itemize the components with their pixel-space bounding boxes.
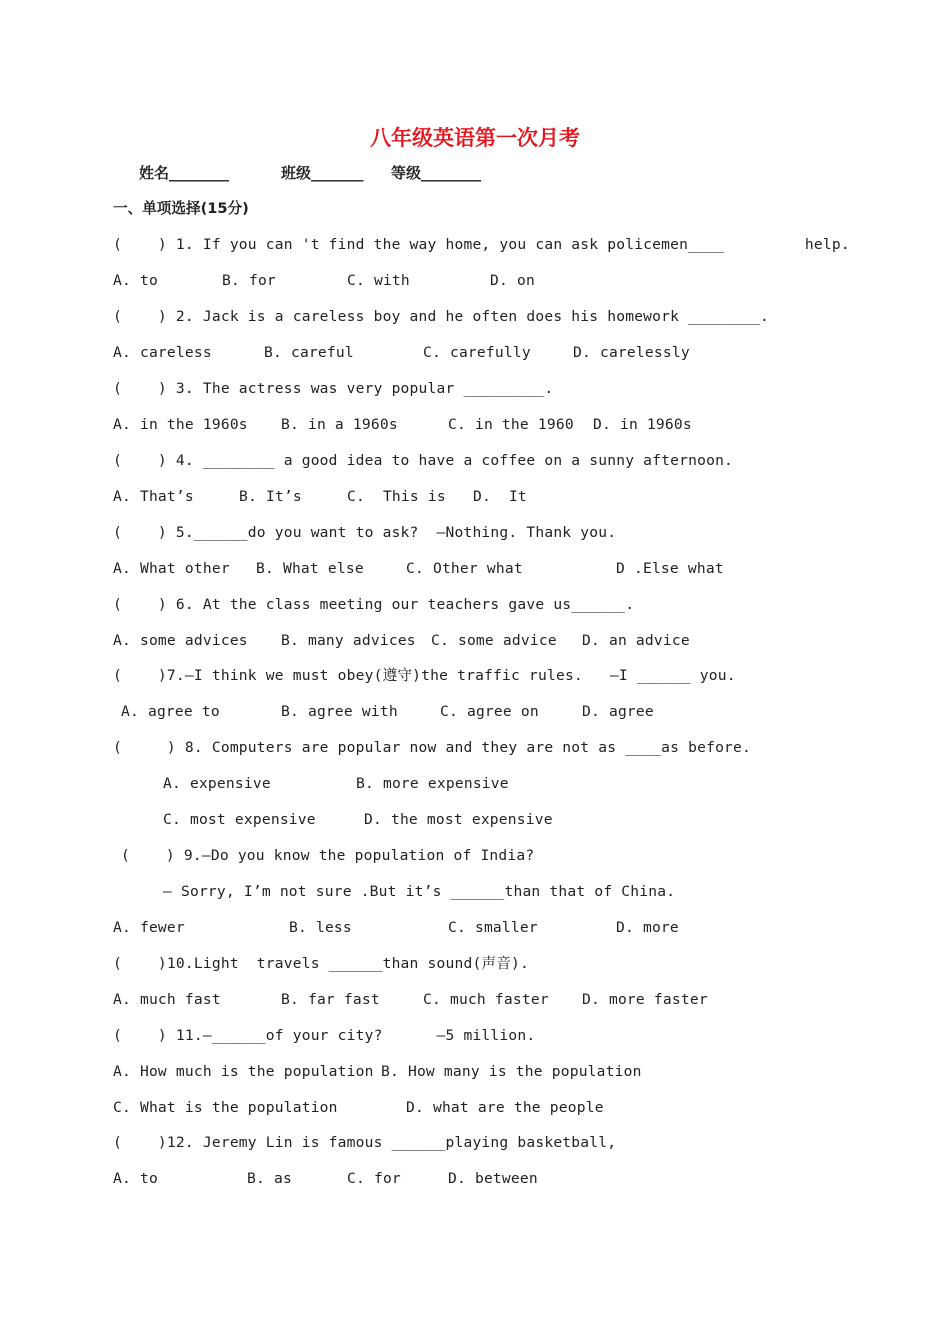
question-stem: ( ) 1. If you can 't find the way home, you can ask policemen____ help. (113, 236, 850, 253)
question-stem: ( ) 8. Computers are popular now and they are not as ____as before. (113, 739, 752, 756)
option: B. many advices (281, 632, 416, 649)
option: B. What else (256, 560, 364, 577)
option: C. much faster (423, 991, 549, 1008)
option: A. How much is the population (113, 1063, 374, 1080)
option: A. What other (113, 560, 230, 577)
question-stem: ( ) 4. ________ a good idea to have a coffee on a sunny afternoon. (113, 452, 734, 469)
option: C. agree on (440, 703, 539, 720)
option: B. It’s (239, 488, 302, 505)
option: C. in the 1960 (448, 416, 574, 433)
question-stem: ( ) 5.______do you want to ask? —Nothing. Thank you. (113, 524, 617, 541)
name-field-label: 姓名________ (139, 164, 230, 182)
option: A. much fast (113, 991, 221, 1008)
option: A. agree to (121, 703, 220, 720)
option: B. for (222, 272, 276, 289)
option: D. an advice (582, 632, 690, 649)
page-title: 八年级英语第一次月考 (370, 125, 580, 150)
option: A. That’s (113, 488, 194, 505)
option: B. more expensive (356, 775, 509, 792)
option: B. in a 1960s (281, 416, 398, 433)
option: A. some advices (113, 632, 248, 649)
option: C. most expensive (163, 811, 316, 828)
option: B. How many is the population (381, 1063, 642, 1080)
question-stem: ( ) 11.—______of your city? —5 million. (113, 1027, 536, 1044)
question-stem: ( ) 2. Jack is a careless boy and he often does his homework ________. (113, 308, 769, 325)
option: C. for (347, 1170, 401, 1187)
option: A. in the 1960s (113, 416, 248, 433)
option: C. smaller (448, 919, 538, 936)
option: D. more (616, 919, 679, 936)
option: C. What is the population (113, 1099, 338, 1116)
option: B. agree with (281, 703, 398, 720)
option: D. carelessly (573, 344, 690, 361)
section-heading: 一、单项选择(15分) (113, 200, 249, 217)
question-stem: ( )10.Light travels ______than sound(声音). (113, 955, 529, 972)
option: D .Else what (616, 560, 724, 577)
option: A. to (113, 1170, 158, 1187)
question-stem: ( ) 9.—Do you know the population of India? (121, 847, 535, 864)
option: B. careful (264, 344, 354, 361)
option: D. on (490, 272, 535, 289)
option: D. agree (582, 703, 654, 720)
option: C. carefully (423, 344, 531, 361)
option: D. It (473, 488, 527, 505)
option: C. with (347, 272, 410, 289)
option: A. expensive (163, 775, 271, 792)
option: C. some advice (431, 632, 557, 649)
option: A. fewer (113, 919, 185, 936)
question-stem-continued: — Sorry, I’m not sure .But it’s ______than that of China. (163, 883, 676, 900)
question-stem: ( )12. Jeremy Lin is famous ______playing basketball, (113, 1134, 617, 1151)
grade-field-label: 等级________ (391, 164, 482, 182)
option: B. less (289, 919, 352, 936)
question-stem: ( ) 6. At the class meeting our teachers gave us______. (113, 596, 635, 613)
option: A. careless (113, 344, 212, 361)
class-field-label: 班级_______ (281, 164, 364, 182)
option: C. This is (347, 488, 446, 505)
question-stem: ( ) 3. The actress was very popular _________. (113, 380, 554, 397)
option: D. the most expensive (364, 811, 553, 828)
option: D. more faster (582, 991, 708, 1008)
option: B. far fast (281, 991, 380, 1008)
option: D. what are the people (406, 1099, 604, 1116)
option: B. as (247, 1170, 292, 1187)
option: A. to (113, 272, 158, 289)
option: D. between (448, 1170, 538, 1187)
option: C. Other what (406, 560, 523, 577)
option: D. in 1960s (593, 416, 692, 433)
question-stem: ( )7.—I think we must obey(遵守)the traffic rules. —I ______ you. (113, 667, 736, 684)
